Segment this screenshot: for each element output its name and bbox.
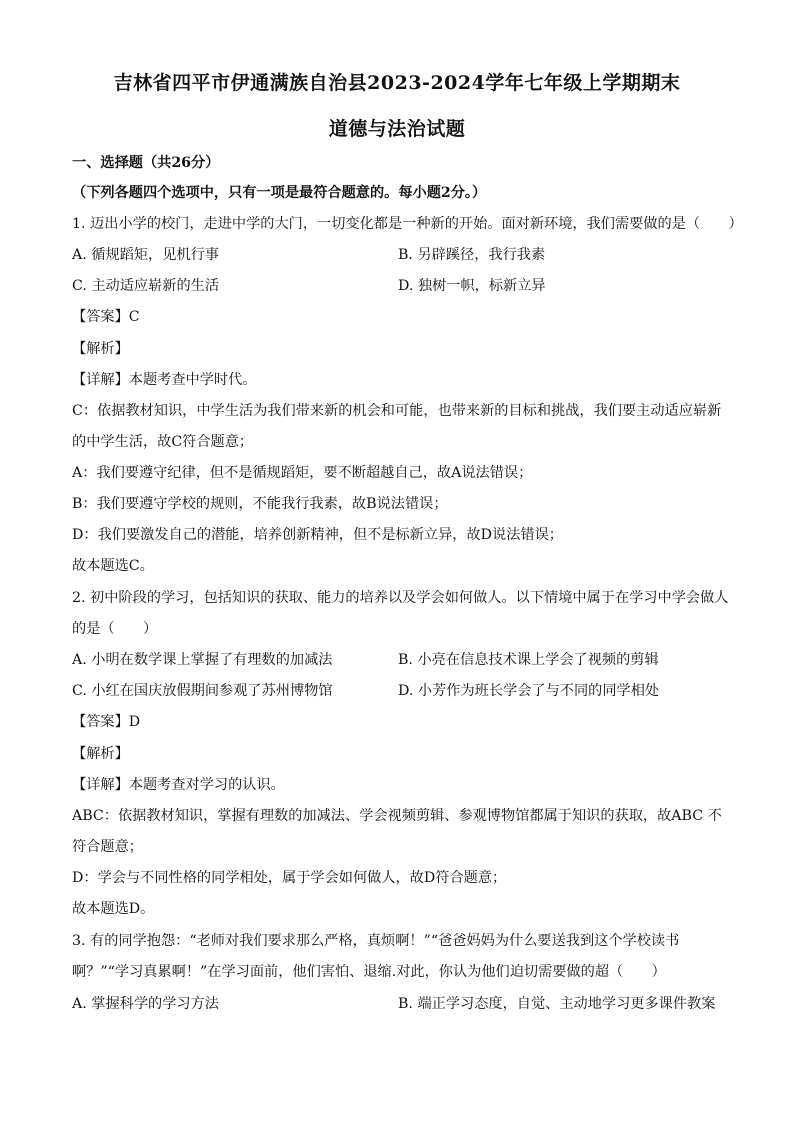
question-2-explanation-abc-line1: ABC：依据教材知识，掌握有理数的加减法、学会视频剪辑、参观博物馆都属于知识的获取，故ABC 不 <box>72 808 722 824</box>
document-title-line1: 吉林省四平市伊通满族自治县2023-2024学年七年级上学期期末 <box>113 72 681 94</box>
question-2-option-b: B. 小亮在信息技术课上学会了视频的剪辑 <box>398 652 659 668</box>
question-2-explanation-abc-line2: 符合题意； <box>72 839 143 855</box>
question-1-explanation-b: B：我们要遵守学校的规则，不能我行我素，故B说法错误； <box>72 496 448 512</box>
question-3-stem-line1: 3. 有的同学抱怨：“老师对我们要求那么严格，真烦啊！”“爸爸妈妈为什么要送我到这个学校读书 <box>72 933 680 949</box>
question-2-option-a: A. 小明在数学课上掌握了有理数的加减法 <box>72 652 333 668</box>
question-1-conclusion: 故本题选C。 <box>72 558 154 574</box>
question-1-option-d: D. 独树一帜，标新立异 <box>398 278 546 294</box>
question-2-answer: 【答案】D <box>72 714 141 730</box>
question-2-detail: 【详解】本题考查对学习的认识。 <box>72 777 285 793</box>
question-2-analysis-label: 【解析】 <box>72 746 129 762</box>
question-2-conclusion: 故本题选D。 <box>72 901 155 917</box>
question-1-explanation-d: D：我们要激发自己的潜能，培养创新精神，但不是标新立异，故D说法错误； <box>72 527 563 543</box>
question-2-stem-line2: 的是（ ） <box>72 621 158 637</box>
question-1-explanation-c-line2: 的中学生活，故C符合题意； <box>72 434 254 450</box>
section-heading: 一、选择题（共26分） <box>72 155 220 171</box>
question-1-answer: 【答案】C <box>72 309 140 325</box>
question-2-option-d: D. 小芳作为班长学会了与不同的同学相处 <box>398 683 660 699</box>
question-3-option-a: A. 掌握科学的学习方法 <box>72 996 219 1012</box>
question-2-option-c: C. 小红在国庆放假期间参观了苏州博物馆 <box>72 683 333 699</box>
document-title-line2: 道德与法治试题 <box>328 118 466 140</box>
question-1-option-a: A. 循规蹈矩，见机行事 <box>72 247 219 263</box>
question-1-explanation-a: A：我们要遵守纪律，但不是循规蹈矩，要不断超越自己，故A说法错误； <box>72 465 533 481</box>
question-1-stem: 1. 迈出小学的校门，走进中学的大门，一切变化都是一种新的开始。面对新环境，我们需要做的是（ ） <box>72 216 743 232</box>
section-instruction: （下列各题四个选项中，只有一项是最符合题意的。每小题2分。） <box>72 185 487 201</box>
question-1-option-b: B. 另辟蹊径，我行我素 <box>398 247 546 263</box>
question-1-detail: 【详解】本题考查中学时代。 <box>72 372 257 388</box>
question-1-explanation-c-line1: C：依据教材知识，中学生活为我们带来新的机会和可能，也带来新的目标和挑战，我们要主动适应崭新 <box>72 403 722 419</box>
question-2-explanation-d: D：学会与不同性格的同学相处，属于学会如何做人，故D符合题意； <box>72 870 507 886</box>
question-1-analysis-label: 【解析】 <box>72 341 129 357</box>
question-2-stem-line1: 2. 初中阶段的学习，包括知识的获取、能力的培养以及学会如何做人。以下情境中属于在学习中学会做人 <box>72 590 729 606</box>
question-3-stem-line2: 啊？”“学习真累啊！”在学习面前，他们害怕、退缩.对此，你认为他们迫切需要做的超（ ） <box>72 964 666 980</box>
question-1-option-c: C. 主动适应崭新的生活 <box>72 278 220 294</box>
question-3-option-b: B. 端正学习态度，自觉、主动地学习更多课件教案 <box>398 996 716 1012</box>
